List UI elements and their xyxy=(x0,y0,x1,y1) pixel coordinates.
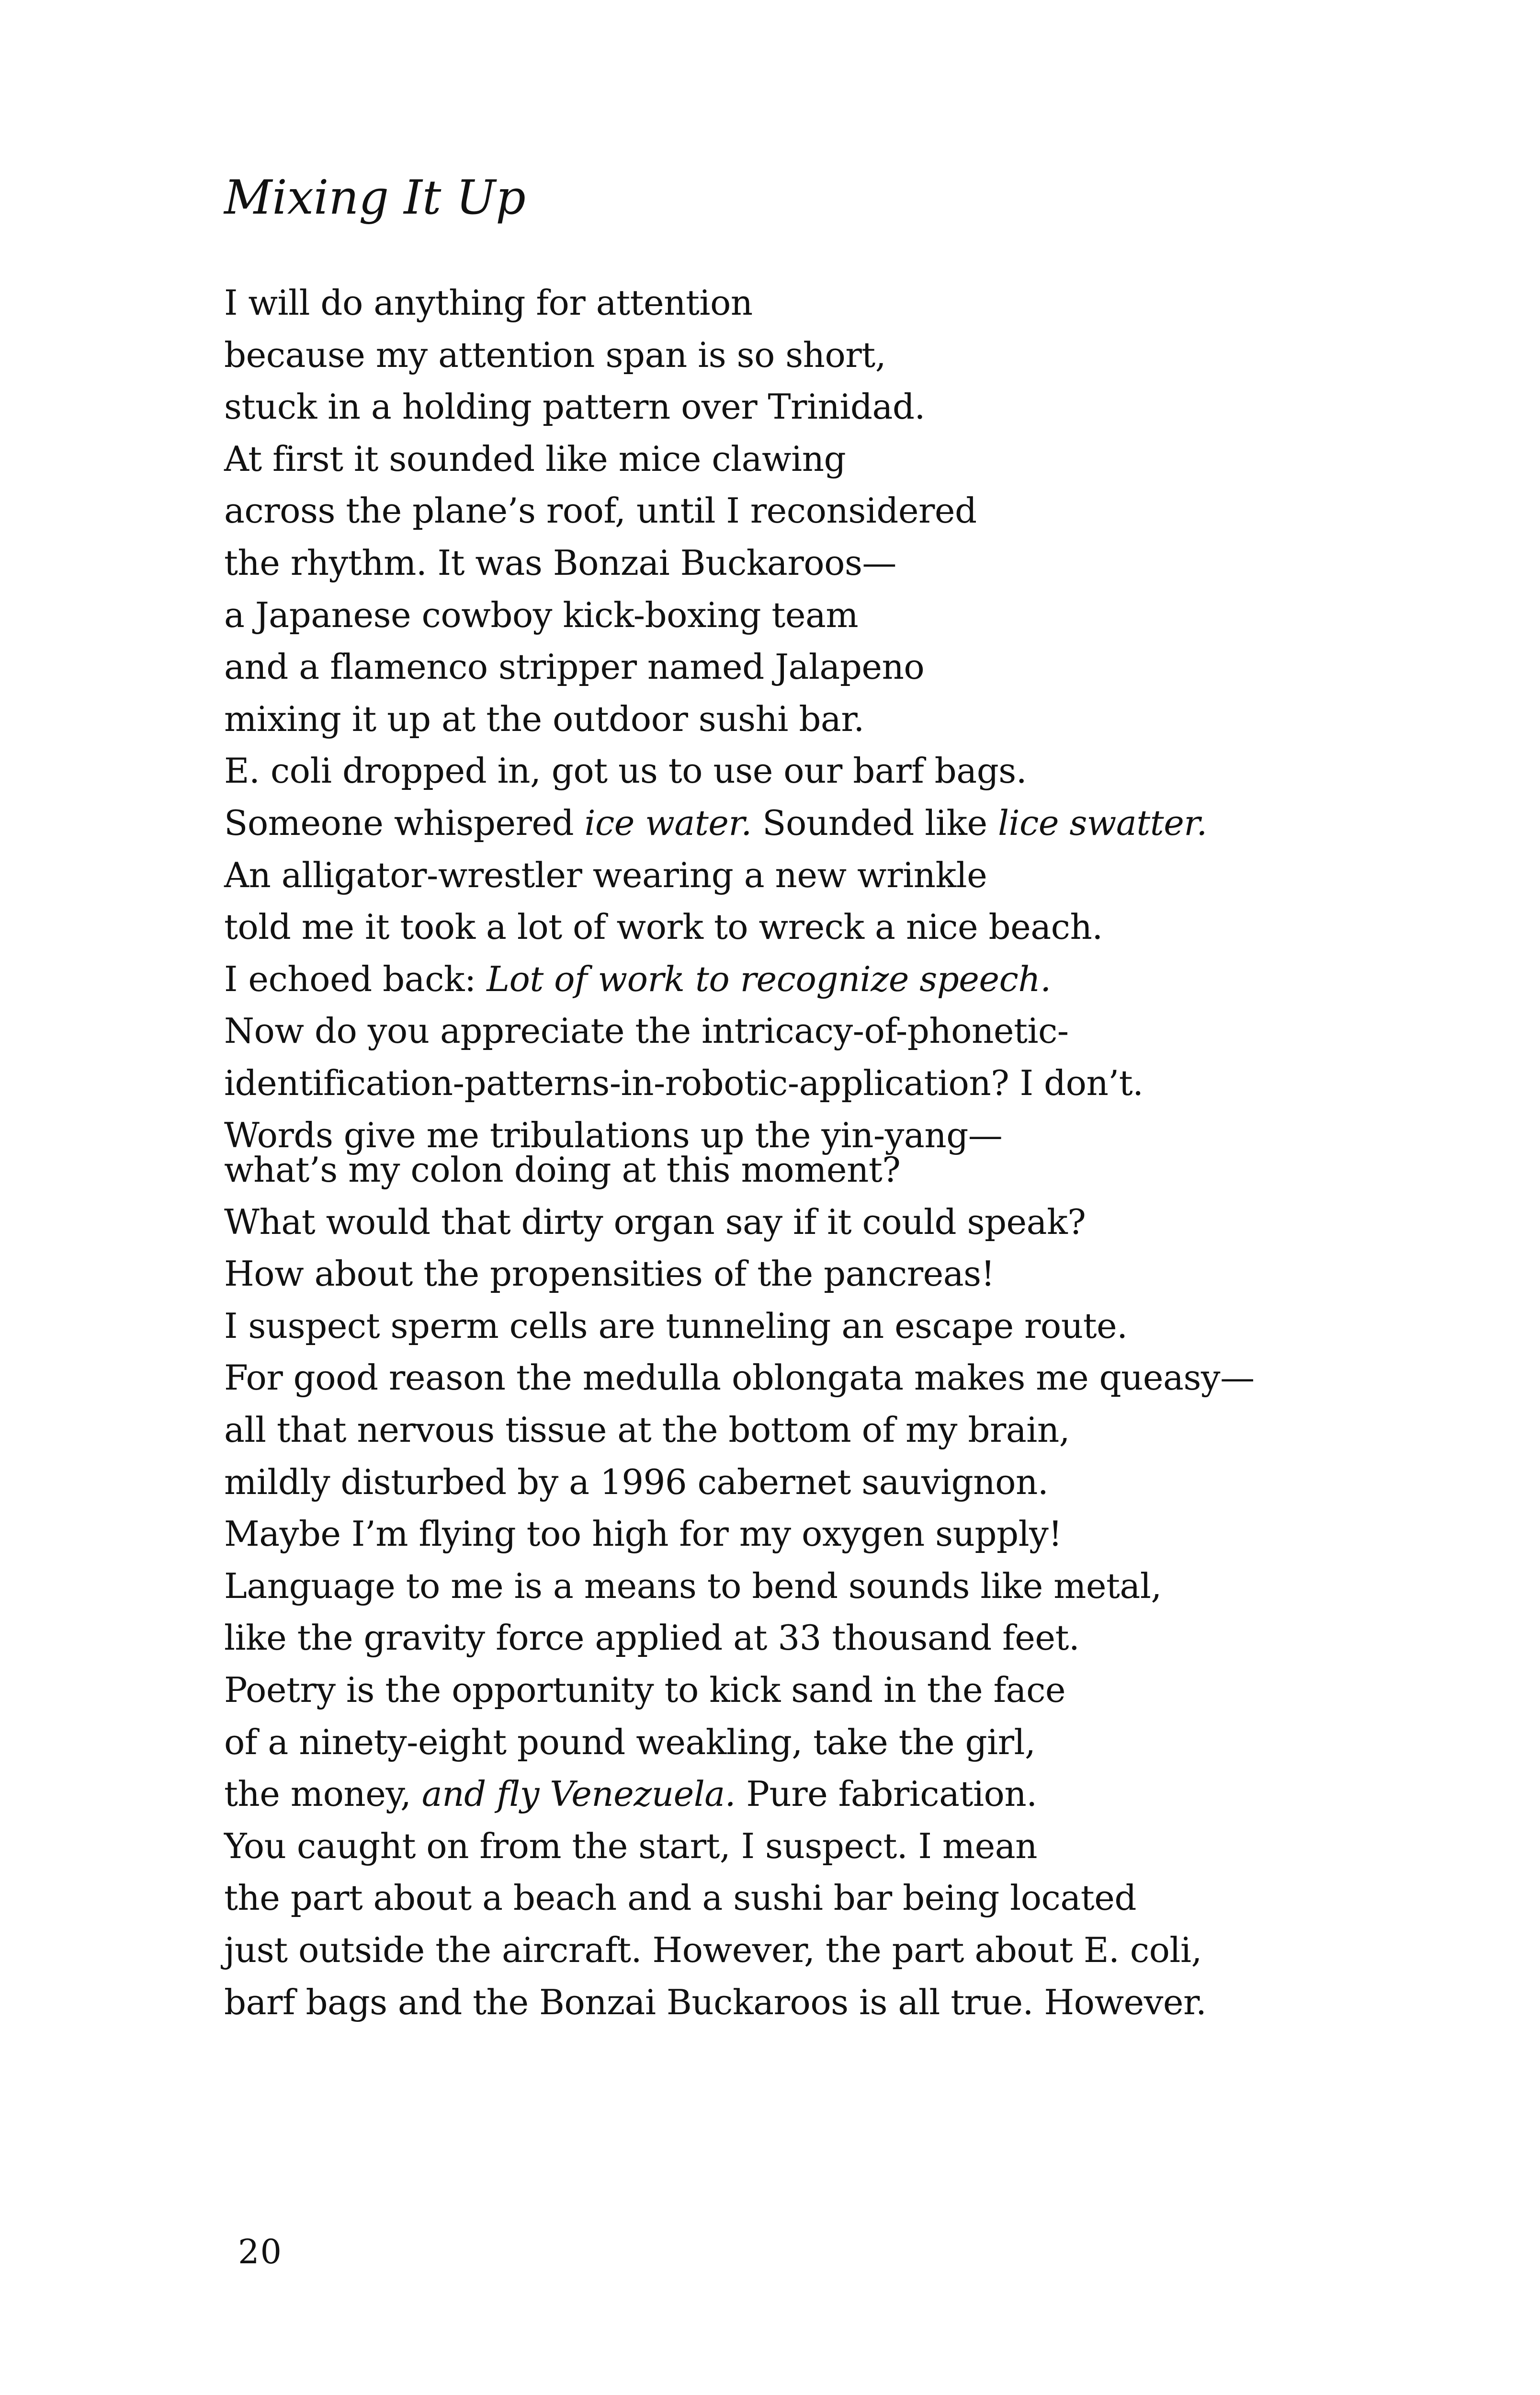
poem-line xyxy=(224,1976,1255,2029)
line-text: barf bags and the Bonzai Buckaroos is all true. However. xyxy=(224,1982,1207,2022)
line-text: like the gravity force applied at 33 thousand feet. xyxy=(224,1618,1080,1658)
line-text: Words give me tribulations up the yin-yang— xyxy=(224,1115,1003,1155)
poem-line xyxy=(224,1005,1207,1057)
line-text: mixing it up at the outdoor sushi bar. xyxy=(224,698,864,739)
poem-line xyxy=(224,1872,1255,1924)
line-text: Poetry is the opportunity to kick sand in the face xyxy=(224,1669,1066,1710)
line-text: E. coli dropped in, got us to use our barf bags. xyxy=(224,751,1027,791)
line-text: Now do you appreciate the intricacy-of-phonetic- xyxy=(224,1011,1069,1051)
line-text: just outside the aircraft. However, the part about E. coli, xyxy=(224,1929,1202,1970)
poem-line xyxy=(224,693,1207,745)
line-text: Pure fabrication. xyxy=(736,1774,1037,1814)
italic-phrase: Lot of work to recognize speech. xyxy=(487,958,1051,999)
poem-line xyxy=(224,1820,1255,1872)
line-text: I echoed back: xyxy=(224,958,487,999)
line-text: stuck in a holding pattern over Trinidad. xyxy=(224,387,925,427)
line-text: because my attention span is so short, xyxy=(224,334,886,375)
poem-line xyxy=(224,901,1207,953)
line-text: of a ninety-eight pound weakling, take the girl, xyxy=(224,1722,1036,1762)
poem-stanza-1 xyxy=(224,277,1207,1161)
poem-line xyxy=(224,953,1207,1005)
poem-line xyxy=(224,1352,1255,1404)
line-text: what’s my colon doing at this moment? xyxy=(224,1150,901,1190)
line-text: I will do anything for attention xyxy=(224,283,753,323)
poem-line xyxy=(224,849,1207,901)
line-text: Sounded like xyxy=(751,802,998,843)
line-text: the money, xyxy=(224,1774,422,1814)
poem-line xyxy=(224,589,1207,641)
page-number: 20 xyxy=(238,2232,283,2271)
line-text: I suspect sperm cells are tunneling an escape route. xyxy=(224,1305,1128,1346)
line-text: across the plane’s roof, until I reconsidered xyxy=(224,490,977,531)
poem-line xyxy=(224,745,1207,797)
line-text: and a flamenco stripper named Jalapeno xyxy=(224,647,925,687)
line-text: At first it sounded like mice clawing xyxy=(224,438,846,479)
poem-line xyxy=(224,1924,1255,1976)
line-text: How about the propensities of the pancreas! xyxy=(224,1254,995,1294)
poem-line xyxy=(224,1508,1255,1560)
poem-line xyxy=(224,1768,1255,1820)
line-text: An alligator-wrestler wearing a new wrinkle xyxy=(224,855,987,895)
poem-stanza-2 xyxy=(224,1144,1255,2028)
poem-line xyxy=(224,1612,1255,1664)
italic-phrase: and fly Venezuela. xyxy=(421,1774,736,1814)
poem-line xyxy=(224,797,1207,849)
poem-line xyxy=(224,329,1207,381)
poem-line xyxy=(224,1300,1255,1352)
poem-line xyxy=(224,641,1207,693)
poem-line xyxy=(224,485,1207,537)
poem-title: Mixing It Up xyxy=(224,171,526,225)
line-text: Someone whispered xyxy=(224,802,585,843)
poem-line xyxy=(224,1716,1255,1768)
poem-line xyxy=(224,1456,1255,1508)
poem-line xyxy=(224,1144,1255,1196)
line-text: mildly disturbed by a 1996 cabernet sauvignon. xyxy=(224,1461,1049,1502)
italic-phrase: lice swatter. xyxy=(997,802,1207,843)
line-text: Maybe I’m flying too high for my oxygen supply! xyxy=(224,1514,1062,1554)
line-text: a Japanese cowboy kick-boxing team xyxy=(224,594,859,635)
line-text: identification-patterns-in-robotic-application? I don’t. xyxy=(224,1062,1144,1103)
poem-line xyxy=(224,1057,1207,1109)
poem-line xyxy=(224,1404,1255,1456)
poem-line xyxy=(224,277,1207,329)
poem-line xyxy=(224,381,1207,433)
line-text: You caught on from the start, I suspect. I mean xyxy=(224,1825,1038,1866)
line-text: the rhythm. It was Bonzai Buckaroos— xyxy=(224,542,896,583)
line-text: What would that dirty organ say if it could speak? xyxy=(224,1201,1086,1242)
poem-line xyxy=(224,1196,1255,1248)
line-text: Language to me is a means to bend sounds like metal, xyxy=(224,1565,1162,1606)
poem-line xyxy=(224,433,1207,485)
poem-line xyxy=(224,1248,1255,1300)
line-text: all that nervous tissue at the bottom of my brain, xyxy=(224,1409,1070,1450)
poem-line xyxy=(224,1560,1255,1612)
italic-phrase: ice water. xyxy=(584,802,752,843)
line-text: the part about a beach and a sushi bar being located xyxy=(224,1878,1136,1918)
poem-line xyxy=(224,537,1207,589)
line-text: told me it took a lot of work to wreck a nice beach. xyxy=(224,907,1103,947)
line-text: For good reason the medulla oblongata makes me queasy— xyxy=(224,1357,1255,1398)
poem-line xyxy=(224,1664,1255,1716)
